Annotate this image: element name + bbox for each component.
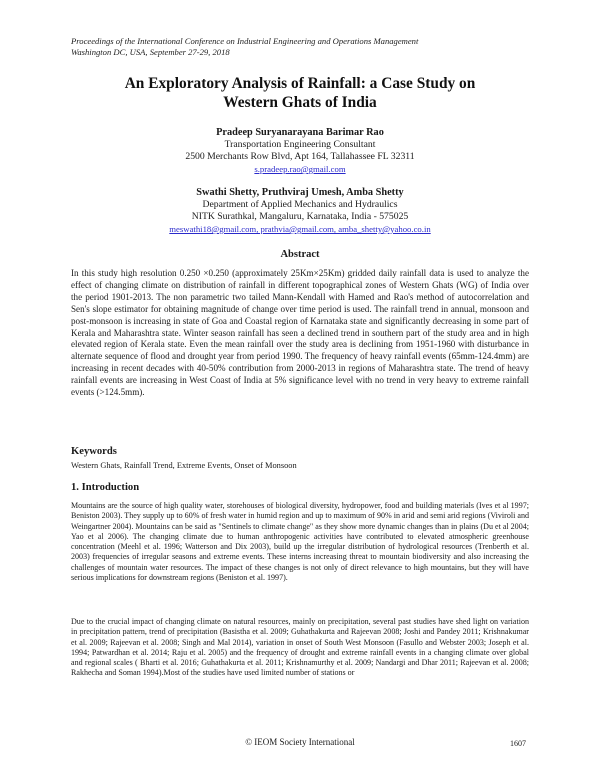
- abstract-heading: Abstract: [280, 249, 320, 260]
- keywords-heading: Keywords: [71, 446, 117, 457]
- introduction-paragraph-1: Mountains are the source of high quality water, storehouses of biological diversity, hydropower, food and building materials (Ives et al 1997; Beniston 2003). They supply up to 60% of fresh water in humid region and up to maximum of 90% in arid and semi arid regions (Viviroli and Weingartner 2004). Mountains can be said as "Sentinels to climate change" as they show more dynamic changes than in plains (Du et al 2004; Yao et al 2006). The changing climate due to human anthropogenic activities have contributed to elevated atmospheric greenhouse concentration (Meehl et al. 1996; Watterson and Dix 2003), build up the irregular distribution of hydrological resources (Trenberth et al. 2003) frequencies of irregular seasons and extreme events. These interns increasing threat to mountain biodiversity and also increasing the challenges of mountain water resources. The impact of these changes is not only of direct relevance to high mountains, but they will have serious implications for downstream regions (Beniston et al. 1997).: [71, 501, 529, 582]
- introduction-paragraph-2: Due to the crucial impact of changing climate on natural resources, mainly on precipitation, several past studies have shed light on variation in precipitation pattern, trend of precipitation (Basistha et al. 2009; Guhathakurta and Rajeevan 2008; Joshi and Pandey 2011; Krishnakumar et al. 2009; Rajeevan et al. 2008; Singh and Mal 2014), variation in onset of South West Monsoon (Fasullo and Webster 2003; Joseph et al. 1994; Patwardhan et al. 2014; Raju et al. 2005) and the frequency of drought and extreme rainfall events in a changing climate over global and regional scales ( Bharti et al. 2016; Guhathakurta et al. 2011; Krishnamurthy et al. 2009; Nandargi and Dhar 2011; Rajeevan et al. 2008; Rakhecha and Soman 1994).Most of the studies have used limited number of stations or: [71, 617, 529, 678]
- title-line-1: An Exploratory Analysis of Rainfall: a Case Study on: [124, 75, 476, 92]
- author-1-email-link[interactable]: s.pradeep.rao@gmail.com: [254, 164, 346, 174]
- running-head-line-2: Washington DC, USA, September 27-29, 2018: [71, 47, 230, 57]
- author-1-name: Pradeep Suryanarayana Barimar Rao: [216, 127, 384, 138]
- author-2-names: Swathi Shetty, Pruthviraj Umesh, Amba Shetty: [196, 187, 404, 198]
- footer-copyright: © IEOM Society International: [245, 737, 355, 747]
- introduction-heading: 1. Introduction: [71, 482, 140, 493]
- author-1-role: Transportation Engineering Consultant: [224, 139, 376, 150]
- author-2-email-links[interactable]: meswathi18@gmail.com, prathvia@gmail.com, amba_shetty@yahoo.co.in: [169, 224, 431, 234]
- author-2-department: Department of Applied Mechanics and Hydraulics: [202, 199, 398, 210]
- author-block-2: [60, 186, 540, 235]
- abstract-text: In this study high resolution 0.250 ×0.250 (approximately 25Km×25Km) gridded daily rainfall data is used to analyze the effect of changing climate on distribution of rainfall in different topographical zones of Western Ghats (WG) of India over the period 1901-2013. The non parametric two tailed Mann-Kendall with Hamed and Rao's method of autocorrelation and Sen's slope estimator for obtaining magnitude of change over time period is used. The rainfall trend in annual, monsoon and post-monsoon is increasing in state of Goa and Coastal region of Karnataka state and significantly decreasing in some part of Kerala and Maharashtra state. Winter season rainfall has seen a declined trend in southern part of the study area and in high elevated region of Kerala state. Even the mean rainfall over the study area is declining from 1951-1960 with disturbance in alternate sequence of flood and drought year from period 1990. The frequency of heavy rainfall events (65mm-124.4mm) are increasing in recent decades with 40-50% contribution from 2000-2013 in regions of Maharashtra state. The trend of heavy rainfall events are increasing in West Coast of India at 5% significance level with no trend in very heavy to extreme rainfall events (>124.5mm).: [71, 268, 529, 398]
- title-line-2: Western Ghats of India: [223, 94, 377, 111]
- author-block-1: [60, 126, 540, 175]
- author-1-address: 2500 Merchants Row Blvd, Apt 164, Tallahassee FL 32311: [185, 151, 415, 162]
- running-head-line-1: Proceedings of the International Conference on Industrial Engineering and Operations Management: [71, 36, 419, 46]
- page-number: 1607: [510, 739, 526, 748]
- author-2-address: NITK Surathkal, Mangaluru, Karnataka, India - 575025: [191, 211, 409, 222]
- paper-title: [60, 74, 540, 112]
- keywords-text: Western Ghats, Rainfall Trend, Extreme Events, Onset of Monsoon: [71, 461, 297, 470]
- running-head: [71, 36, 531, 58]
